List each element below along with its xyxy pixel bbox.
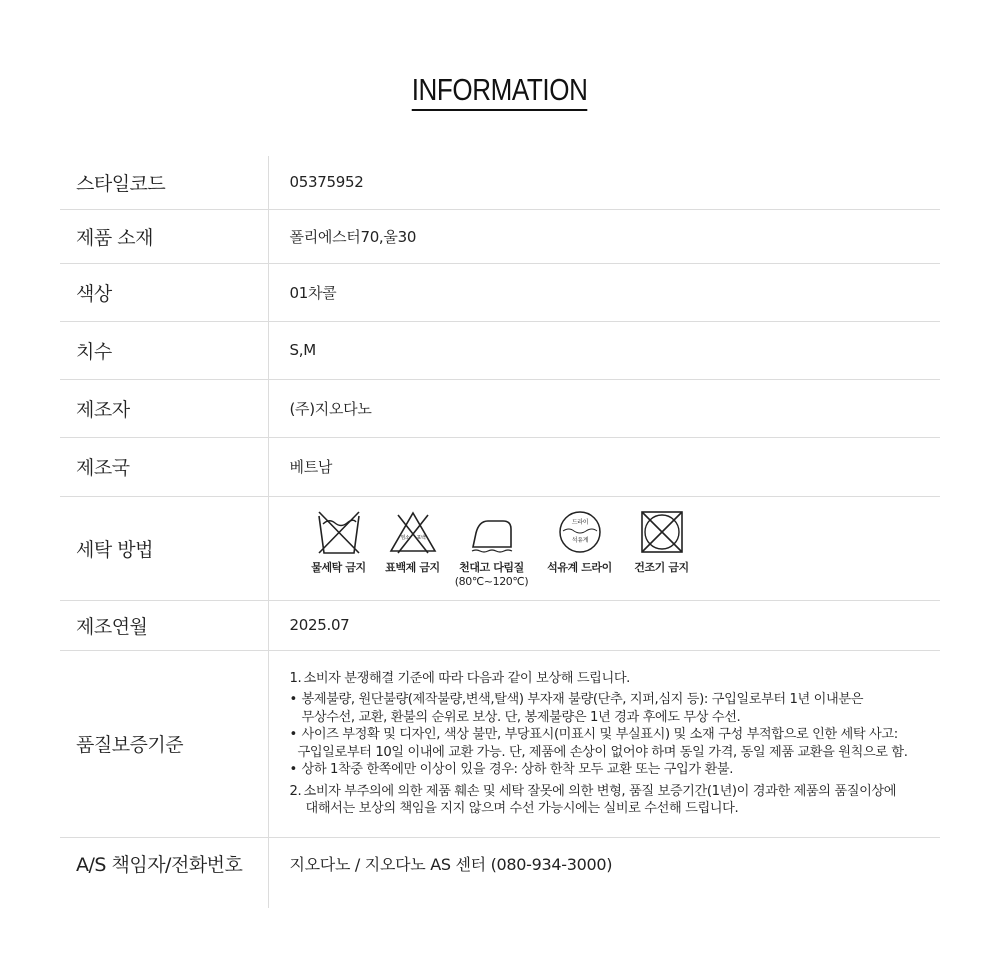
dry-text: 드라이 [571,519,588,526]
origin-value: 베트남 [289,458,333,476]
title-wrap [0,72,1000,111]
warranty-bullet-3 [290,761,941,779]
no-tumble-dry-label: 건조기 금지 [634,561,689,574]
chlorine-text: 염소 [399,535,410,541]
maker-value: (주)지오다노 [289,399,372,418]
row-style-code [60,156,940,209]
no-water-wash-label: 물세탁 금지 [311,561,366,574]
item1-text: 소비자 분쟁해결 기준에 따라 다음과 같이 보상해 드립니다. [303,670,630,686]
color-label: 색상 [60,263,268,321]
no-water-wash-icon [316,509,362,555]
iron-temp: (80℃~120℃) [454,575,529,588]
manufacture-date-value: 2025.07 [289,616,350,634]
warranty-item-1 [290,670,941,688]
bullet-3: • [289,762,297,777]
row-size [60,321,940,379]
row-origin [60,437,940,496]
no-bleach [377,509,449,575]
row-maker [60,379,940,437]
bullet-1: • [289,692,297,707]
material-label: 제품 소재 [60,209,268,263]
item2-line2: 대해서는 보상의 책임을 지지 않으며 수선 가능시에는 실비로 수선해 드립니다. [305,801,739,816]
row-as-contact [60,837,940,887]
warranty-cell [268,650,940,837]
iron [451,509,533,589]
row-material [60,209,940,263]
no-bleach-icon [388,509,438,555]
row-warranty [60,650,940,837]
washing-icons [303,507,941,589]
row-manufacture-date [60,600,940,650]
page-title: INFORMATION [412,72,588,111]
b2-line1: 사이즈 부정확 및 디자인, 색상 불만, 부당표시(미표시 및 부실표시) 및 소재 구성 부적합으로 인한 세탁 사고: [301,727,898,742]
style-code-value: 05375952 [289,173,364,192]
as-contact-label: A/S 책임자/전화번호 [60,837,268,887]
washing-label: 세탁 방법 [60,496,268,600]
dry-clean-icon [557,509,603,555]
petroleum-text: 석유계 [571,537,588,544]
material-value: 폴리에스터70,울30 [289,227,417,246]
washing-icons-cell [268,496,940,600]
iron-icon [468,509,516,555]
item1-num: 1. [289,670,302,686]
item2-num: 2. [289,783,302,799]
bullet-2: • [289,727,297,742]
row-washing [60,496,940,600]
style-code-label: 스타일코드 [60,156,268,209]
dry-clean-label: 석유계 드라이 [547,561,612,574]
b1-line2: 무상수선, 교환, 환불의 순위로 보상. 단, 봉제불량은 1년 경과 후에도 무상 수선. [301,709,741,725]
row-color [60,263,940,321]
color-value: 01차콜 [289,283,337,302]
as-contact-value: 지오다노 / 지오다노 AS 센터 (080-934-3000) [289,854,613,874]
no-tumble-dry [621,509,703,575]
warranty-bullet-2 [290,726,941,744]
warranty-bullet-1 [290,691,941,709]
bleach-text: 표백 [415,535,426,541]
b1-line1: 봉제불량, 원단불량(제작불량,변색,탈색) 부자재 불량(단추, 지퍼,심지 등): 구입일로부터 1년 이내분은 [301,692,864,707]
b3-line1: 상하 1착중 한쪽에만 이상이 있을 경우: 상하 한착 모두 교환 또는 구입가 환불. [301,762,733,777]
no-tumble-dry-icon [639,509,685,555]
item2-line1: 소비자 부주의에 의한 제품 훼손 및 세탁 잘못에 의한 변형, 품질 보증기간(1년)이 경과한 제품의 품질이상에 [303,783,897,799]
size-value: S,M [289,341,316,359]
warranty-label: 품질보증기준 [60,650,268,837]
origin-label: 제조국 [60,437,268,496]
iron-label: 천대고 다림질 [459,561,524,574]
maker-label: 제조자 [60,379,268,437]
manufacture-date-label: 제조연월 [60,600,268,650]
size-label: 치수 [60,321,268,379]
warranty-item-2 [290,783,941,801]
no-bleach-label: 표백제 금지 [385,561,440,574]
dry-clean [539,509,621,575]
warranty-text [290,670,941,818]
product-info-table [60,156,940,887]
column-divider-tail [268,886,269,908]
no-water-wash [303,509,375,575]
b2-line2: 구입일로부터 10일 이내에 교환 가능. 단, 제품에 손상이 없어야 하며 동일 가격, 동일 제품 교환을 원칙으로 함. [297,744,908,760]
